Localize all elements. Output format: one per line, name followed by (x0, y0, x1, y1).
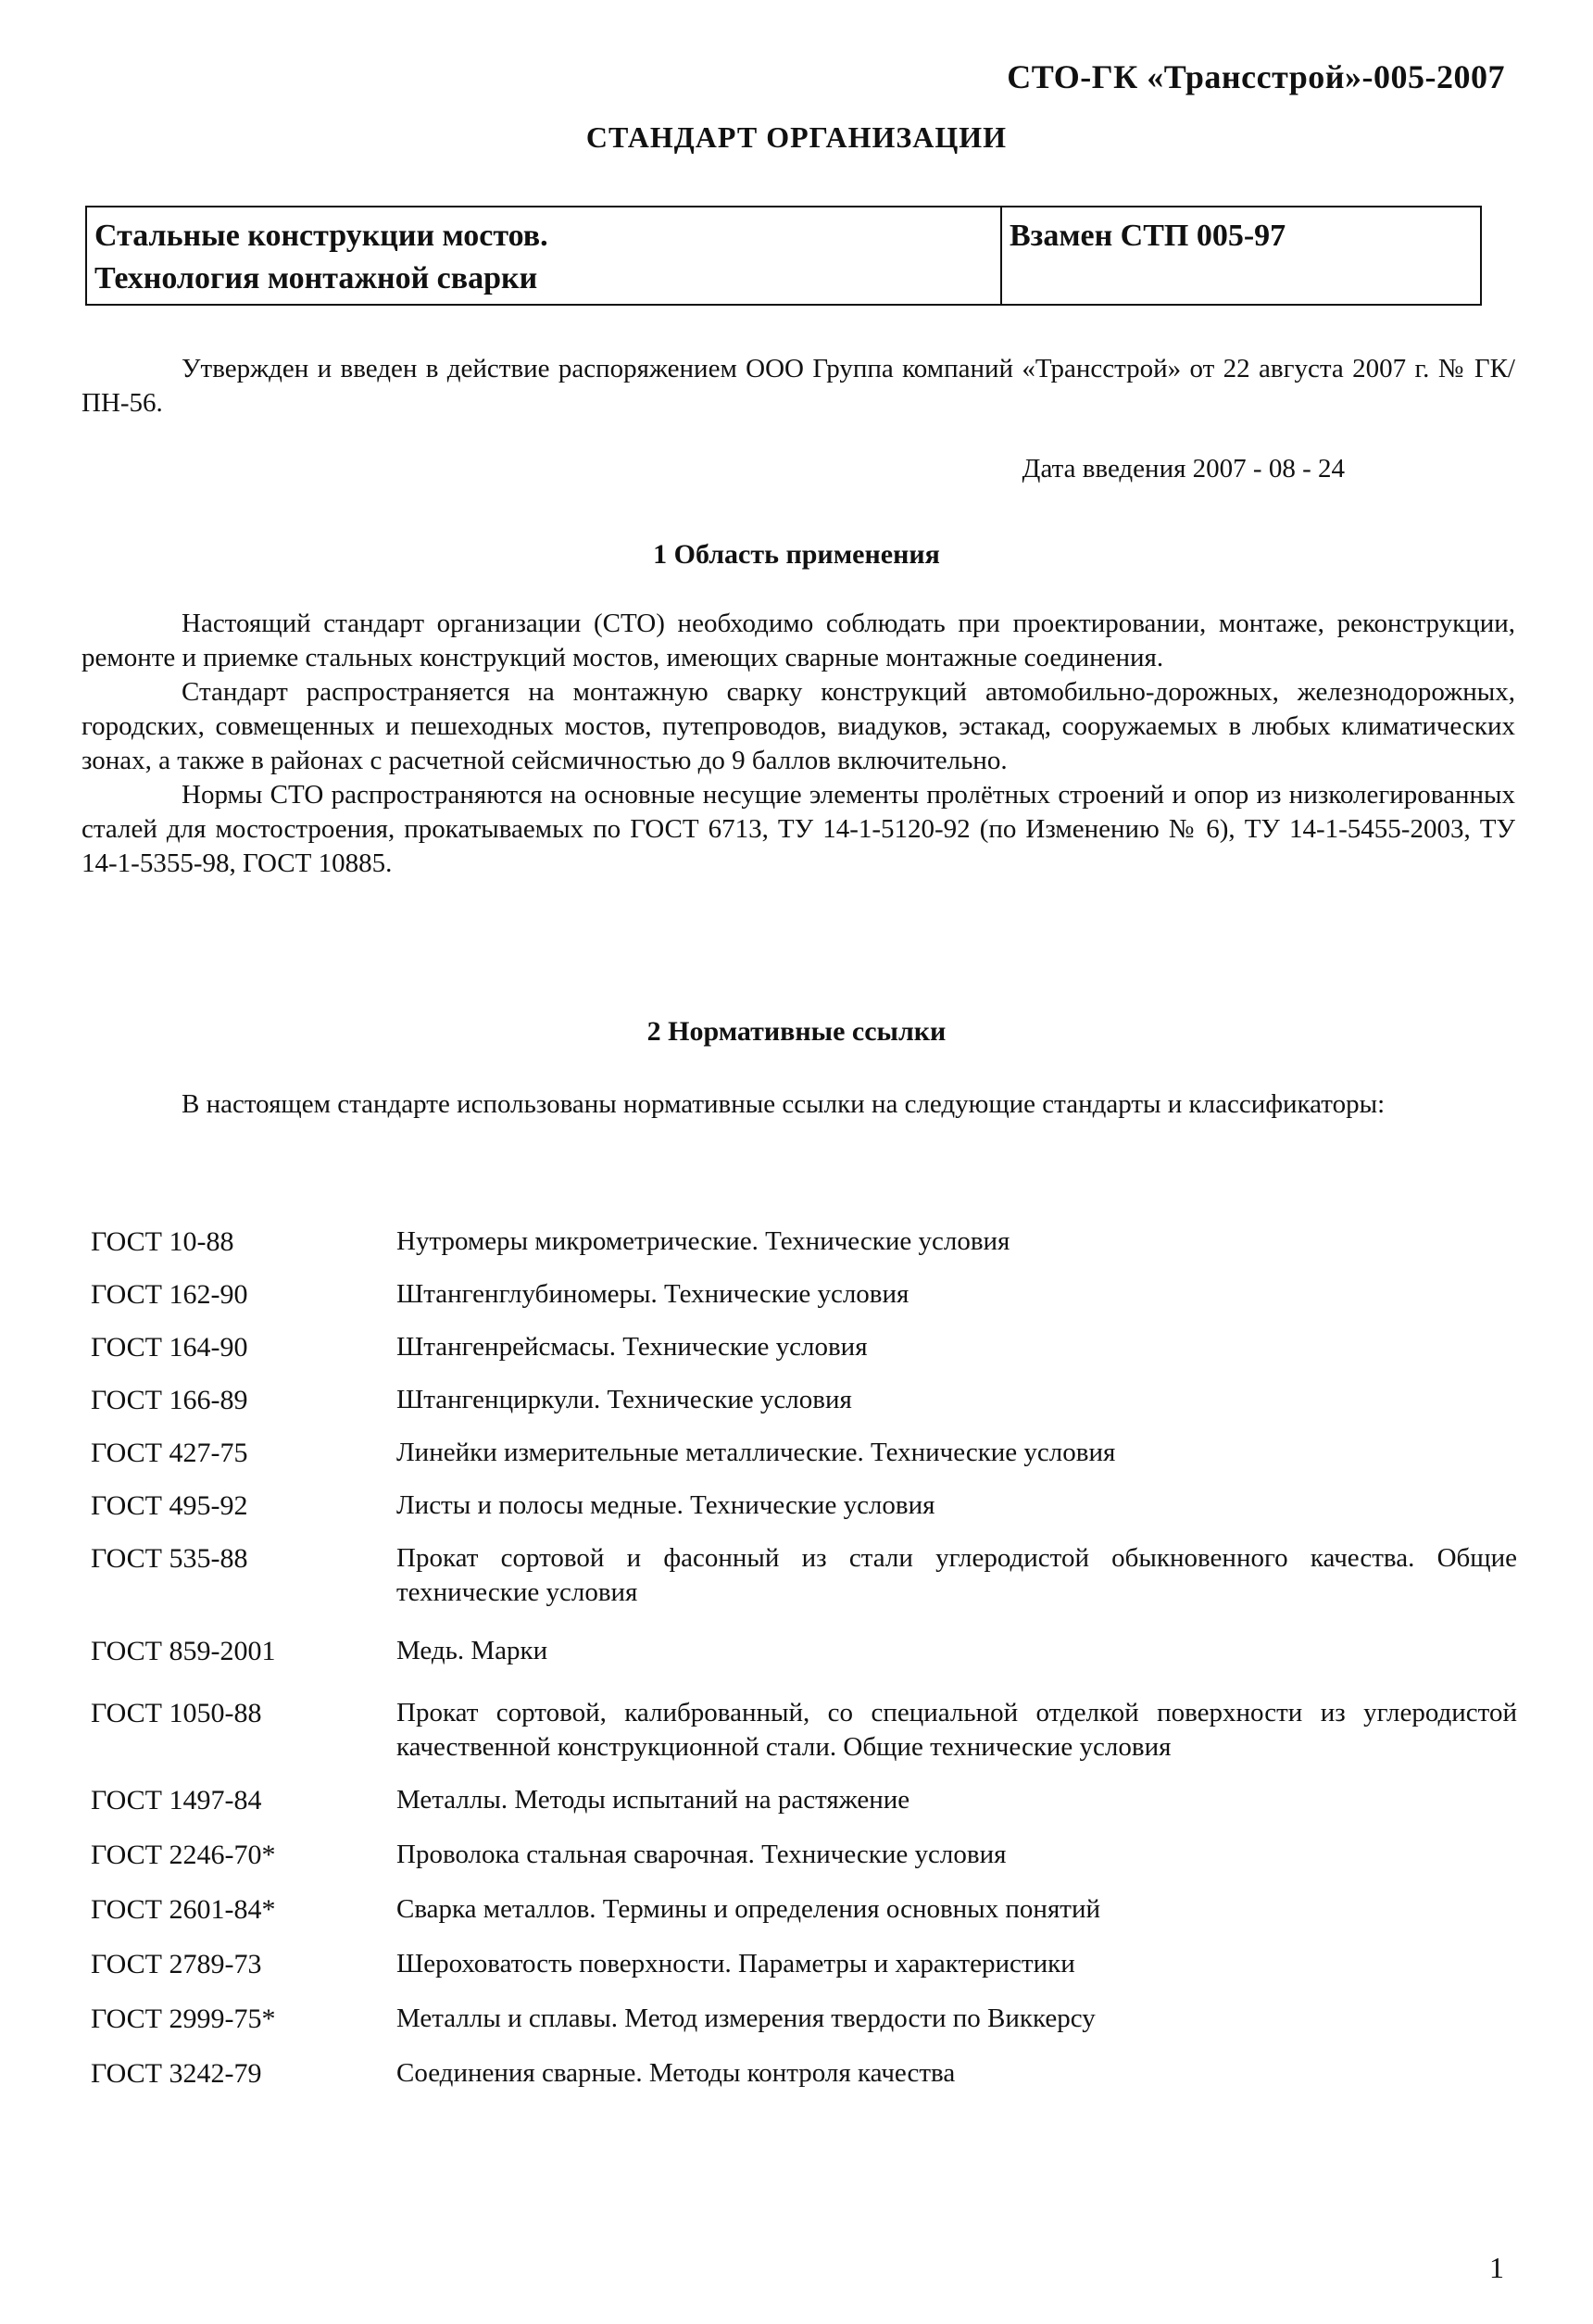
document-title-line-2: Технология монтажной сварки (94, 261, 538, 295)
reference-code: ГОСТ 10-88 (91, 1226, 234, 1257)
reference-row (91, 1838, 1517, 1872)
reference-row (91, 1330, 1517, 1364)
document-title-cell (87, 207, 1002, 304)
section-1-heading: 1 Область применения (653, 539, 940, 570)
reference-title: Прокат сортовой, калиброванный, со специальной отделкой поверхности из углеродистой качественной конструкционной стали. Общие технические условия (396, 1698, 1517, 1762)
reference-title: Штангенглубиномеры. Технические условия (396, 1279, 909, 1309)
page-number: 1 (1489, 2251, 1504, 2284)
reference-row (91, 1634, 1517, 1668)
reference-code: ГОСТ 535-88 (91, 1543, 248, 1574)
reference-title: Металлы. Методы испытаний на растяжение (396, 1785, 910, 1815)
reference-title: Металлы и сплавы. Метод измерения твердости по Виккерсу (396, 2004, 1096, 2033)
reference-row (91, 1489, 1517, 1523)
section-1-paragraph: Стандарт распространяется на монтажную сварку конструкций автомобильно-дорожных, железнодорожных, городских, совмещенных и пешеходных мостов, путепроводов, виадуков, эстакад, сооружаемых в любых климатических зонах, а также в районах с расчетной сейсмичностью до 9 баллов включительно. (82, 677, 1515, 775)
reference-code: ГОСТ 166-89 (91, 1385, 248, 1415)
reference-row (91, 1277, 1517, 1312)
section-1-paragraph: Настоящий стандарт организации (СТО) необходимо соблюдать при проектировании, монтаже, реконструкции, ремонте и приемке стальных конструкций мостов, имеющих сварные монтажные соединения. (82, 609, 1515, 672)
reference-code: ГОСТ 1050-88 (91, 1698, 262, 1728)
reference-row (91, 1225, 1517, 1259)
reference-code: ГОСТ 2601-84* (91, 1894, 276, 1925)
reference-row (91, 1541, 1517, 1610)
introduction-date: Дата введения 2007 - 08 - 24 (1022, 454, 1345, 484)
reference-row (91, 1696, 1517, 1765)
section-1-body (82, 607, 1515, 881)
reference-title: Линейки измерительные металлические. Технические условия (396, 1438, 1116, 1467)
reference-title: Шероховатость поверхности. Параметры и характеристики (396, 1949, 1075, 1979)
reference-title: Сварка металлов. Термины и определения основных понятий (396, 1894, 1101, 1924)
reference-title: Штангенрейсмасы. Технические условия (396, 1332, 868, 1362)
reference-code: ГОСТ 427-75 (91, 1438, 248, 1468)
section-2-heading: 2 Нормативные ссылки (646, 1016, 947, 1047)
reference-code: ГОСТ 2246-70* (91, 1840, 276, 1870)
reference-code: ГОСТ 495-92 (91, 1490, 248, 1521)
reference-title: Проволока стальная сварочная. Технические условия (396, 1840, 1007, 1869)
reference-row (91, 1947, 1517, 1981)
reference-code: ГОСТ 2999-75* (91, 2004, 276, 2034)
reference-row (91, 1383, 1517, 1417)
approval-statement: Утвержден и введен в действие распоряжением ООО Группа компаний «Трансстрой» от 22 августа 2007 г. № ГК/ПН-56. (82, 354, 1515, 418)
title-block-table (85, 206, 1482, 306)
normative-references-list (91, 1225, 1517, 2091)
reference-code: ГОСТ 3242-79 (91, 2058, 262, 2089)
reference-row (91, 1436, 1517, 1470)
reference-code: ГОСТ 1497-84 (91, 1785, 262, 1815)
document-code: СТО-ГК «Трансстрой»-005-2007 (1007, 58, 1505, 95)
reference-code: ГОСТ 2789-73 (91, 1949, 262, 1979)
reference-code: ГОСТ 162-90 (91, 1279, 248, 1310)
reference-title: Медь. Марки (396, 1636, 548, 1665)
reference-title: Нутромеры микрометрические. Технические условия (396, 1226, 1010, 1256)
reference-title: Соединения сварные. Методы контроля качества (396, 2058, 956, 2088)
replaces-cell: Взамен СТП 005-97 (1010, 219, 1286, 253)
section-1-paragraph: Нормы СТО распространяются на основные несущие элементы пролётных строений и опор из низколегированных сталей для мостостроения, прокатываемых по ГОСТ 6713, ТУ 14-1-5120-92 (по Изменению № 6), ТУ 14-1-5455-2003, ТУ 14-1-5355-98, ГОСТ 10885. (82, 780, 1515, 878)
reference-title: Штангенциркули. Технические условия (396, 1385, 852, 1414)
reference-row (91, 1783, 1517, 1817)
reference-code: ГОСТ 859-2001 (91, 1636, 276, 1666)
reference-row (91, 2002, 1517, 2036)
reference-code: ГОСТ 164-90 (91, 1332, 248, 1363)
document-type-heading: СТАНДАРТ ОРГАНИЗАЦИИ (585, 120, 1008, 154)
section-2-intro: В настоящем стандарте использованы нормативные ссылки на следующие стандарты и классификаторы: (182, 1089, 1386, 1119)
reference-row (91, 1892, 1517, 1927)
reference-title: Прокат сортовой и фасонный из стали углеродистой обыкновенного качества. Общие технические условия (396, 1543, 1517, 1607)
reference-title: Листы и полосы медные. Технические условия (396, 1490, 935, 1520)
reference-row (91, 2056, 1517, 2091)
document-title-line-1: Стальные конструкции мостов. (94, 219, 548, 253)
